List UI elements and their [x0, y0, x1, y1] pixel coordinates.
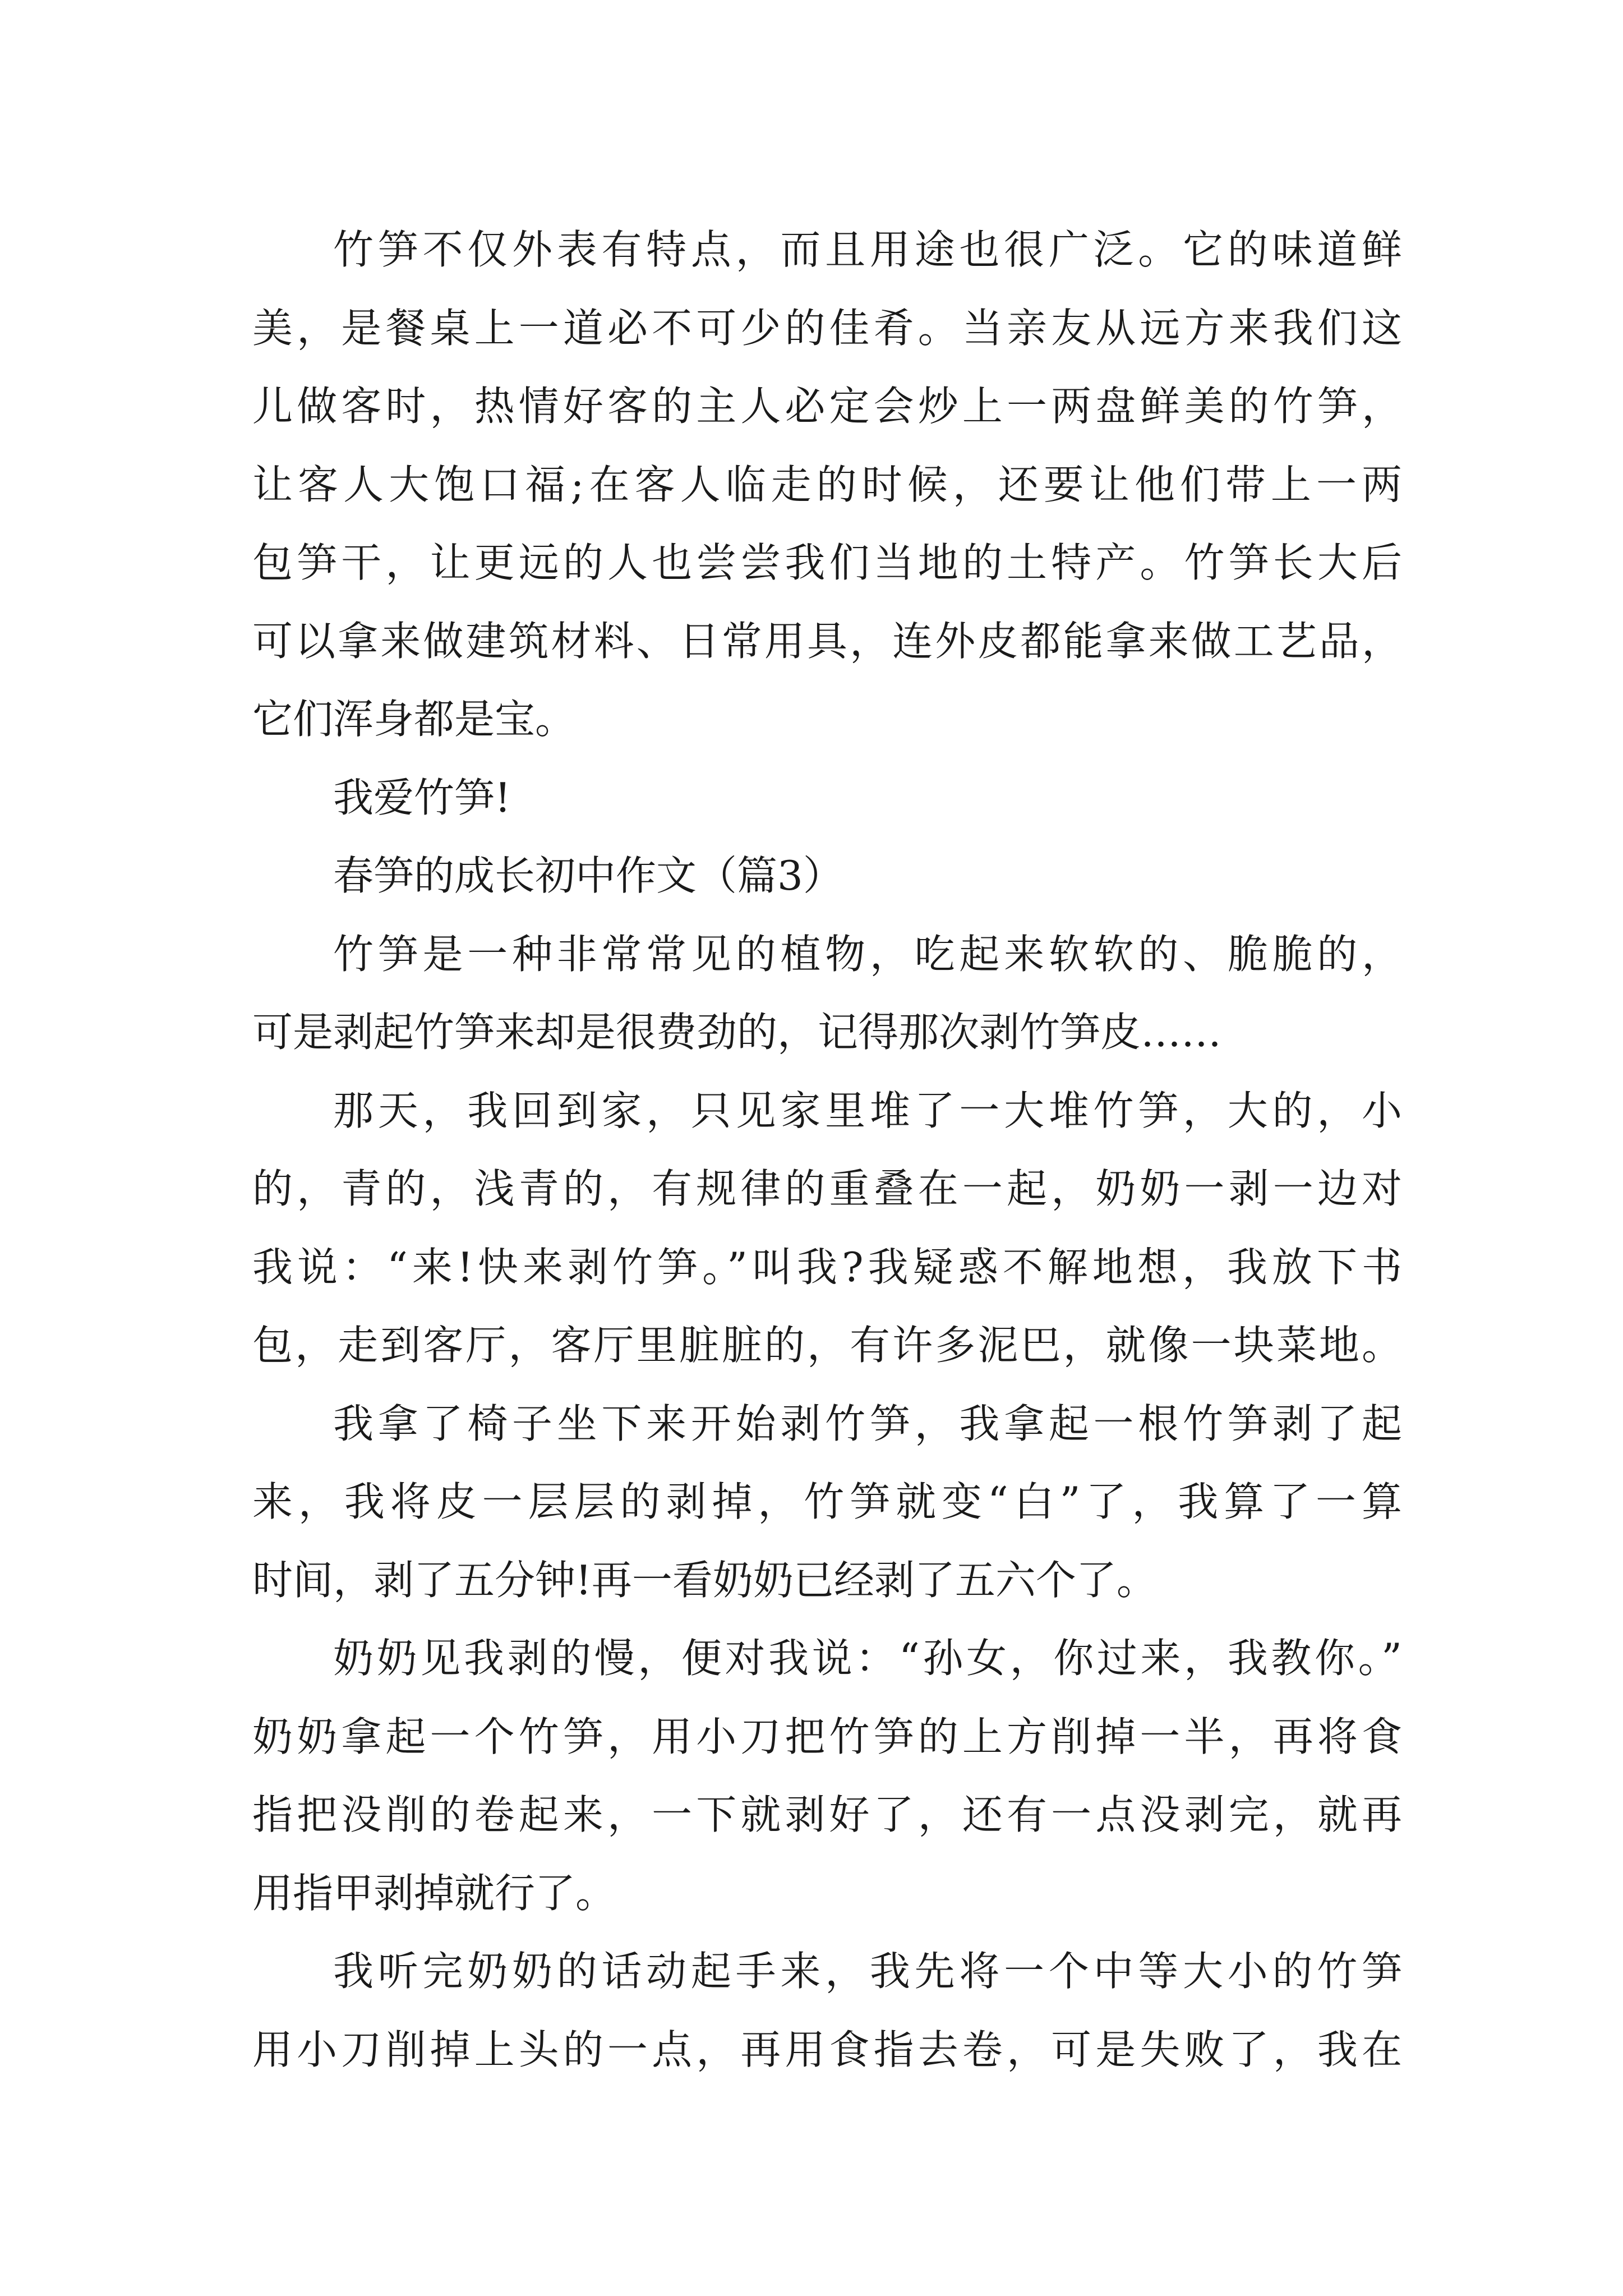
text-line: 时间，剥了五分钟!再一看奶奶已经剥了五六个了。: [252, 1556, 1157, 1604]
text-line: 包，走到客厅，客厅里脏脏的，有许多泥巴，就像一块菜地。: [252, 1322, 1402, 1369]
text-line: 奶奶拿起一个竹笋，用小刀把竹笋的上方削掉一半，再将食: [252, 1713, 1402, 1760]
text-line: 可以拿来做建筑材料、日常用具，连外皮都能拿来做工艺品，: [252, 617, 1402, 665]
text-line: 可是剥起竹笋来却是很费劲的，记得那次剥竹笋皮……: [252, 1009, 1222, 1056]
text-line: 那天，我回到家，只见家里堆了一大堆竹笋，大的，小: [333, 1087, 1402, 1134]
text-line: 奶奶见我剥的慢，便对我说：“孙女，你过来，我教你。”: [333, 1635, 1402, 1682]
text-line: 竹笋不仅外表有特点，而且用途也很广泛。它的味道鲜: [333, 226, 1402, 273]
text-line: 包笋干，让更远的人也尝尝我们当地的土特产。竹笋长大后: [252, 539, 1402, 586]
text-line: 竹笋是一种非常常见的植物，吃起来软软的、脆脆的，: [333, 930, 1402, 978]
text-line: 用小刀削掉上头的一点，再用食指去卷，可是失败了，我在: [252, 2026, 1402, 2073]
text-line: 美，是餐桌上一道必不可少的佳肴。当亲友从远方来我们这: [252, 304, 1402, 352]
text-line: 我爱竹笋!: [333, 774, 511, 821]
text-line: 的，青的，浅青的，有规律的重叠在一起，奶奶一剥一边对: [252, 1165, 1402, 1212]
text-line: 用指甲剥掉就行了。: [252, 1869, 616, 1917]
text-line: 让客人大饱口福;在客人临走的时候，还要让他们带上一两: [252, 461, 1402, 508]
text-line: 我说：“来!快来剥竹笋。”叫我?我疑惑不解地想，我放下书: [252, 1243, 1402, 1291]
text-line: 儿做客时，热情好客的主人必定会炒上一两盘鲜美的竹笋，: [252, 383, 1402, 430]
text-line: 我拿了椅子坐下来开始剥竹笋，我拿起一根竹笋剥了起: [333, 1400, 1402, 1447]
section-heading: 春笋的成长初中作文（篇3）: [333, 852, 843, 899]
essay-body: [252, 211, 1402, 2089]
text-line: 来，我将皮一层层的剥掉，竹笋就变“白”了，我算了一算: [252, 1478, 1402, 1525]
text-line: 它们浑身都是宝。: [252, 696, 576, 743]
text-line: 指把没削的卷起来，一下就剥好了，还有一点没剥完，就再: [252, 1791, 1402, 1838]
text-line: 我听完奶奶的话动起手来，我先将一个中等大小的竹笋: [333, 1948, 1402, 1995]
